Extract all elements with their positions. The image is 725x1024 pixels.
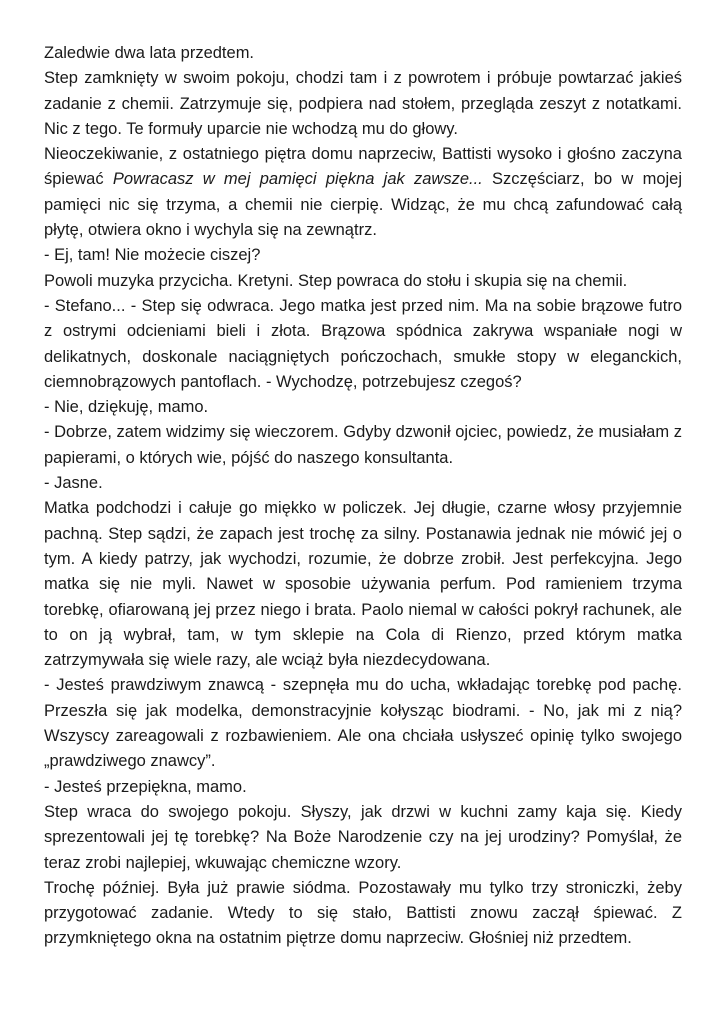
paragraph [44, 294, 682, 395]
paragraph-text: - Jesteś prawdziwym znawcą - szepnęła mu do ucha, wkładając torebkę pod pachę. Przeszła się jak modelka, demonstracyjnie kołysząc biodrami. - No, jak mi z nią? Wszyscy zareagowali z rozbawieniem. Ale ona chciała usłyszeć opinię tylko swojego „prawdziwego znawcy”. [44, 676, 682, 771]
paragraph-text: Powoli muzyka przycicha. Kretyni. Step powraca do stołu i skupia się na chemii. [44, 271, 628, 290]
paragraph [44, 775, 682, 800]
paragraph [44, 471, 682, 496]
paragraph-text: Trochę później. Była już prawie siódma. Pozostawały mu tylko trzy stroniczki, żeby przygotować zadanie. Wtedy to się stało, Battisti znowu zaczął śpiewać. Z przymkniętego okna na ostatnim piętrze domu naprzeciw. Głośniej niż przedtem. [44, 878, 682, 948]
paragraph [44, 876, 682, 952]
paragraph-text: Zaledwie dwa lata przedtem. [44, 44, 255, 62]
paragraph [44, 395, 682, 420]
paragraph-text: - Ej, tam! Nie możecie ciszej? [44, 246, 261, 265]
paragraph-text: Step wraca do swojego pokoju. Słyszy, jak drzwi w kuchni zamy kaja się. Kiedy sprezentowali jej tę torebkę? Na Boże Narodzenie czy na jej urodziny? Pomyślał, że teraz zrobi najlepiej, wkuwając chemiczne wzory. [44, 802, 682, 872]
paragraph [44, 269, 682, 294]
document-page [44, 41, 682, 952]
paragraph [44, 41, 682, 66]
paragraph-text: - Jesteś przepiękna, mamo. [44, 777, 247, 796]
paragraph-text: Szczęściarz, bo w mojej pamięci nic się trzyma, a chemii nie cierpię. Widząc, że mu chcą zafundować całą płytę, otwiera okno i wychyla się na zewnątrz. [44, 170, 683, 240]
paragraph-text: - Jasne. [44, 474, 103, 493]
paragraph [44, 496, 682, 673]
paragraph [44, 142, 682, 243]
song-title: Powracasz w mej pamięci piękna jak zawsze... [112, 170, 483, 189]
paragraph-text: - Nie, dziękuję, mamo. [44, 398, 209, 417]
paragraph [44, 243, 682, 268]
paragraph-text: Matka podchodzi i całuje go miękko w policzek. Jej długie, czarne włosy przyjemnie pachną. Step sądzi, że zapach jest trochę za silny. Postanawia jednak nie mówić jej o tym. A kiedy patrzy, jak wychodzi, rozumie, że dobrze zrobił. Jest perfekcyjna. Jego matka się nie myli. Nawet w sposobie używania perfum. Pod ramieniem trzyma torebkę, ofiarowaną jej przez niego i brata. Paolo niemal w całości pokrył rachunek, ale to on ją wybrał, tam, w tym sklepie na Cola di Rienzo, przed którym matka zatrzymywała się wiele razy, ale wciąż była niezdecydowana. [44, 499, 682, 670]
paragraph-text: Nieoczekiwanie, z ostatniego piętra domu naprzeciw, Battisti wysoko i głośno zaczyna śpiewać [44, 145, 682, 189]
paragraph-text: - Stefano... - Step się odwraca. Jego matka jest przed nim. Ma na sobie brązowe futro z ostrymi odcieniami bieli i złota. Brązowa spódnica zakrywa wspaniałe nogi w delikatnych, doskonale naciągniętych pończochach, smukłe stopy w eleganckich, ciemnobrązowych pantoflach. - Wychodzę, potrzebujesz czegoś? [44, 296, 682, 391]
paragraph-text: Step zamknięty w swoim pokoju, chodzi tam i z powrotem i próbuje powtarzać jakieś zadanie z chemii. Zatrzymuje się, podpiera nad stołem, przegląda zeszyt z notatkami. Nic z tego. Te formuły uparcie nie wchodzą mu do głowy. [44, 69, 682, 138]
paragraph [44, 673, 682, 774]
paragraph-text: - Dobrze, zatem widzimy się wieczorem. Gdyby dzwonił ojciec, powiedz, że musiałam z papierami, o których wie, pójść do naszego konsultanta. [44, 423, 682, 467]
paragraph [44, 420, 682, 471]
paragraph [44, 66, 682, 142]
paragraph [44, 800, 682, 876]
